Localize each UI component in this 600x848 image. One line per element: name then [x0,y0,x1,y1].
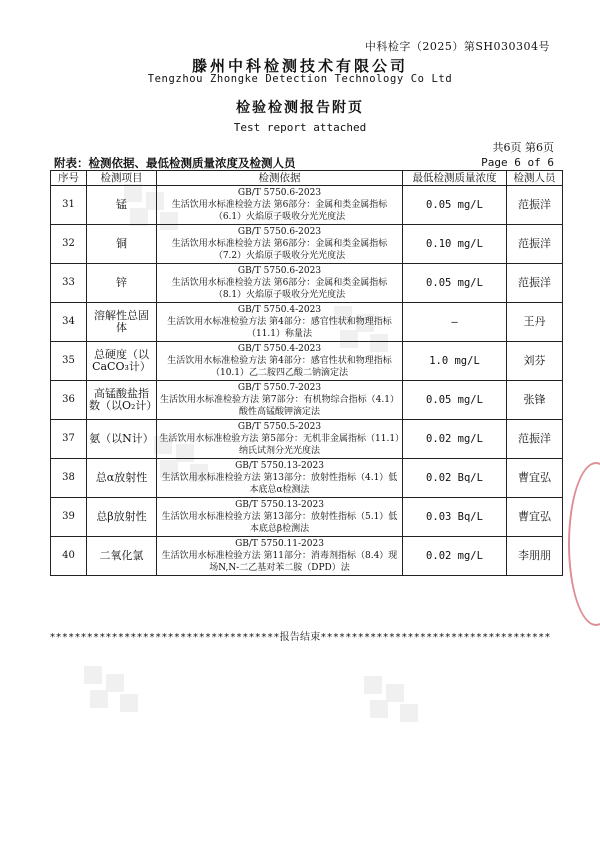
row-number: 31 [51,186,87,225]
test-basis [157,264,403,303]
method-description: 生活饮用水标准检验方法 第13部分：放射性指标（4.1）低本底总α检测法 [161,473,398,495]
table-row [51,459,563,498]
detection-limit: 0.05 mg/L [403,264,507,303]
method-description: 生活饮用水标准检验方法 第7部分：有机物综合指标（4.1）酸性高锰酸钾滴定法 [160,395,399,417]
test-item: 溶解性总固体 [87,303,157,342]
row-number: 33 [51,264,87,303]
test-basis [157,498,403,537]
watermark-logo [80,660,150,718]
table-row [51,303,563,342]
table-body [51,186,563,576]
tester-name: 张锋 [507,381,563,420]
test-item: 锌 [87,264,157,303]
report-title: 检验检测报告附页 [236,100,364,116]
detection-limit: 0.05 mg/L [403,186,507,225]
tester-name: 李朋朋 [507,537,563,576]
standard-code: GB/T 5750.6-2023 [237,266,322,276]
table-row [51,186,563,225]
method-description: 生活饮用水标准检验方法 第11部分：消毒剂指标（8.4）现场N,N-二乙基对苯二胺（DPD）法 [161,551,398,573]
appendix-title: 附表：检测依据、最低检测质量浓度及检测人员 [54,156,296,170]
company-name-cn: 滕州中科检测技术有限公司 [191,57,408,75]
test-item: 高锰酸盐指数（以O₂计） [87,381,157,420]
tester-name: 范振洋 [507,420,563,459]
standard-code: GB/T 5750.13-2023 [235,461,324,471]
test-basis [157,225,403,264]
page-indicator-cn: 共6页 第6页 [492,141,554,154]
column-header: 检测人员 [507,171,563,186]
standard-code: GB/T 5750.6-2023 [237,227,322,237]
method-description: 生活饮用水标准检验方法 第6部分：金属和类金属指标（8.1）火焰原子吸收分光光度法 [171,278,388,300]
column-header: 序号 [51,171,87,186]
test-item: 铜 [87,225,157,264]
report-subtitle: Test report attached [233,121,367,134]
test-basis [157,381,403,420]
test-item: 氨（以N计） [87,420,157,459]
tester-name: 曹宜弘 [507,459,563,498]
test-item: 总α放射性 [87,459,157,498]
standard-code: GB/T 5750.11-2023 [235,539,324,549]
row-number: 39 [51,498,87,537]
method-description: 生活饮用水标准检验方法 第4部分：感官性状和物理指标（10.1）乙二胺四乙酸二钠滴定法 [167,356,392,378]
report-end-marker: *************************************报告结束************************************* [49,632,551,643]
standard-code: GB/T 5750.5-2023 [237,422,322,432]
watermark-logo [360,670,430,728]
results-table [50,170,563,576]
row-number: 35 [51,342,87,381]
row-number: 37 [51,420,87,459]
table-header-row [51,171,563,186]
column-header: 检测依据 [157,171,403,186]
column-header: 检测项目 [87,171,157,186]
test-item: 总β放射性 [87,498,157,537]
tester-name: 范振洋 [507,186,563,225]
table-row [51,225,563,264]
test-basis [157,186,403,225]
standard-code: GB/T 5750.4-2023 [237,344,322,354]
row-number: 38 [51,459,87,498]
detection-limit: 0.05 mg/L [403,381,507,420]
row-number: 32 [51,225,87,264]
table-row [51,381,563,420]
method-description: 生活饮用水标准检验方法 第4部分：感官性状和物理指标（11.1）称量法 [167,317,392,339]
table-row [51,537,563,576]
standard-code: GB/T 5750.13-2023 [235,500,324,510]
detection-limit: 0.10 mg/L [403,225,507,264]
table-row [51,498,563,537]
test-basis [157,342,403,381]
table-row [51,420,563,459]
table-row [51,342,563,381]
tester-name: 曹宜弘 [507,498,563,537]
detection-limit: 0.03 Bq/L [403,498,507,537]
tester-name: 范振洋 [507,264,563,303]
detection-limit: 0.02 Bq/L [403,459,507,498]
detection-limit: 1.0 mg/L [403,342,507,381]
table-row [51,264,563,303]
company-name-en: Tengzhou Zhongke Detection Technology Co Ltd [147,73,453,85]
detection-limit: — [403,303,507,342]
method-description: 生活饮用水标准检验方法 第5部分：无机非金属指标（11.1）纳氏试剂分光光度法 [159,434,400,456]
row-number: 34 [51,303,87,342]
row-number: 40 [51,537,87,576]
tester-name: 范振洋 [507,225,563,264]
standard-code: GB/T 5750.4-2023 [237,305,322,315]
standard-code: GB/T 5750.6-2023 [237,188,322,198]
report-number: 中科检字（2025）第SH030304号 [364,40,550,53]
column-header: 最低检测质量浓度 [403,171,507,186]
tester-name: 刘芬 [507,342,563,381]
row-number: 36 [51,381,87,420]
standard-code: GB/T 5750.7-2023 [237,383,322,393]
official-seal [568,462,600,626]
method-description: 生活饮用水标准检验方法 第13部分：放射性指标（5.1）低本底总β检测法 [161,512,398,534]
test-basis [157,420,403,459]
test-basis [157,303,403,342]
tester-name: 王丹 [507,303,563,342]
test-item: 锰 [87,186,157,225]
detection-limit: 0.02 mg/L [403,537,507,576]
test-basis [157,459,403,498]
detection-limit: 0.02 mg/L [403,420,507,459]
test-item: 二氧化氯 [87,537,157,576]
method-description: 生活饮用水标准检验方法 第6部分：金属和类金属指标（6.1）火焰原子吸收分光光度法 [171,200,388,222]
test-basis [157,537,403,576]
test-item: 总硬度（以CaCO₃计） [87,342,157,381]
page-indicator-en: Page 6 of 6 [481,156,554,169]
method-description: 生活饮用水标准检验方法 第6部分：金属和类金属指标（7.2）火焰原子吸收分光光度法 [171,239,388,261]
